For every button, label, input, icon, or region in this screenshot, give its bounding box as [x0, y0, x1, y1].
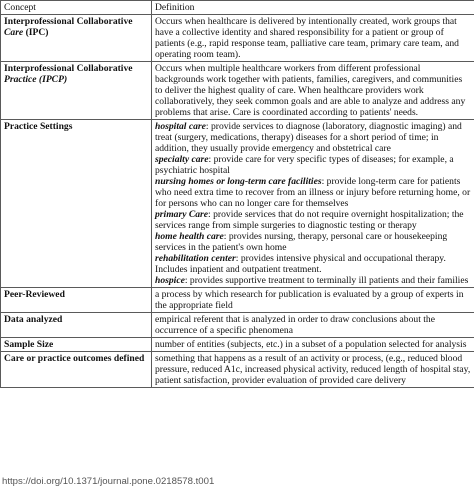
definition-cell	[152, 120, 474, 288]
table-row	[1, 62, 474, 120]
concept-cell: Care or practice outcomes defined	[1, 352, 152, 388]
setting-term: hospice	[155, 275, 185, 286]
setting-text: : provide services that do not require overnight hospitalization; the services range from simple surgeries to diagnostic testing or therapy	[155, 209, 464, 231]
concept-cell	[1, 15, 152, 62]
concept-line	[4, 74, 148, 85]
concept-cell: Peer-Reviewed	[1, 288, 152, 313]
setting-item	[155, 253, 471, 275]
setting-term: hospital care	[155, 121, 206, 132]
definition-cell: something that happens as a result of an activity or process, (e.g., reduced blood pressure, reduced A1c, increased physical activity, reduced length of hospital stay, patient satisfaction, provider evaluation of provided care delivery	[152, 352, 474, 388]
setting-item	[155, 154, 471, 176]
table-row	[1, 120, 474, 288]
table-row	[1, 338, 474, 352]
definition-cell: a process by which research for publication is evaluated by a group of experts in the appropriate field	[152, 288, 474, 313]
concept-cell: Practice Settings	[1, 120, 152, 288]
concept-italic-text: Care	[4, 27, 24, 38]
setting-text: : provides intensive physical and occupational therapy. Includes inpatient and outpatient treatment.	[155, 253, 446, 275]
column-header-definition: Definition	[152, 1, 474, 15]
setting-term: nursing homes or long-term care facilities	[155, 176, 322, 187]
setting-text: : provide services to diagnose (laboratory, diagnostic imaging) and treat (surgery, medications, therapy) diseases for a short period of time; in addition, they usually provide emergency and obstetrical care	[155, 121, 462, 154]
doi-link[interactable]: https://doi.org/10.1371/journal.pone.0218578.t001	[2, 476, 215, 487]
setting-text: : provides nursing, therapy, personal care or housekeeping services in the patient's own home	[155, 231, 448, 253]
table-row	[1, 313, 474, 338]
table-header-row	[1, 1, 474, 15]
concept-italic-text: Practice (IPCP)	[4, 74, 68, 85]
concept-cell: Data analyzed	[1, 313, 152, 338]
definition-cell: Occurs when multiple healthcare workers from different professional backgrounds work together with patients, families, caregivers, and communities to deliver the highest quality of care. When healthcare providers work collaboratively, they seek common goals and are able to analyze and address any problems that arise. Care is coordinated according to patients' needs.	[152, 62, 474, 120]
concept-cell	[1, 62, 152, 120]
setting-term: rehabilitation center	[155, 253, 236, 264]
setting-item	[155, 209, 471, 231]
setting-term: primary Care	[155, 209, 209, 220]
setting-item	[155, 275, 471, 286]
definition-cell: Occurs when healthcare is delivered by intentionally created, work groups that have a collective identity and shared responsibility for a patient or group of patients (e.g., rapid response team, palliative care team, primary care team, and operating room team).	[152, 15, 474, 62]
setting-item	[155, 231, 471, 253]
table-row	[1, 15, 474, 62]
table-row	[1, 352, 474, 388]
concept-text: (IPC)	[23, 27, 49, 38]
definition-cell: empirical referent that is analyzed in order to draw conclusions about the occurrence of a specific phenomena	[152, 313, 474, 338]
setting-item	[155, 176, 471, 209]
setting-text: : provide care for very specific types of diseases; for example, a psychiatric hospital	[155, 154, 454, 176]
setting-item	[155, 121, 471, 154]
concept-cell: Sample Size	[1, 338, 152, 352]
concept-line: Interprofessional Collaborative	[4, 16, 133, 27]
setting-text: : provides supportive treatment to terminally ill patients and their families	[184, 275, 469, 286]
column-header-concept: Concept	[1, 1, 152, 15]
concept-line: Interprofessional Collaborative	[4, 63, 133, 74]
concept-line	[4, 27, 148, 38]
table-row	[1, 288, 474, 313]
definition-cell: number of entities (subjects, etc.) in a subset of a population selected for analysis	[152, 338, 474, 352]
setting-term: home health care	[155, 231, 224, 242]
setting-term: specialty care	[155, 154, 209, 165]
setting-text: : provide long-term care for patients who need extra time to recover from an illness or injury before returning home, or for persons who can no longer care for themselves	[155, 176, 471, 209]
